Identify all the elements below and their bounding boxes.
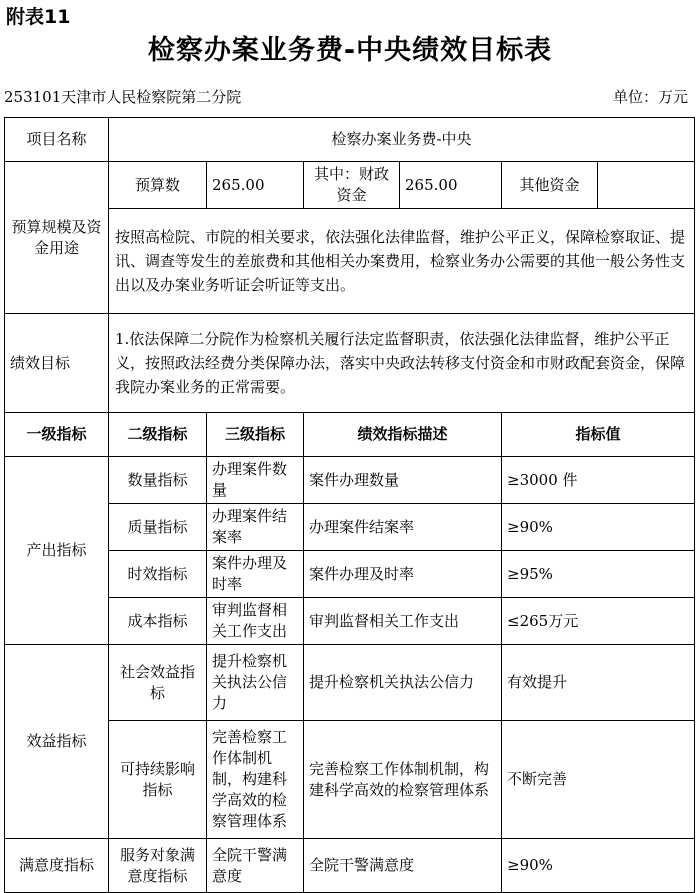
- table-row: [5, 504, 695, 551]
- level3-cell: 办理案件结案率: [207, 504, 304, 551]
- budget-amount-label: 预算数: [109, 162, 207, 209]
- appendix-label: 附表11: [6, 6, 71, 28]
- table-row: [5, 645, 695, 721]
- description-cell: 案件办理及时率: [304, 551, 502, 598]
- level2-cell: 可持续影响指标: [109, 721, 207, 839]
- header-level2: 二级指标: [109, 413, 207, 457]
- header-value: 指标值: [502, 413, 695, 457]
- header-description: 绩效指标描述: [304, 413, 502, 457]
- value-cell: 不断完善: [502, 721, 695, 839]
- table-row: [5, 551, 695, 598]
- level2-cell: 时效指标: [109, 551, 207, 598]
- project-name-value: 检察办案业务费-中央: [109, 118, 695, 162]
- level2-cell: 服务对象满意度指标: [109, 839, 207, 893]
- level2-cell: 数量指标: [109, 457, 207, 504]
- performance-goal-label: 绩效目标: [5, 314, 109, 413]
- organization-name: 253101天津市人民检察院第二分院: [4, 88, 242, 106]
- level3-cell: 完善检察工作体制机制，构建科学高效的检察管理体系: [207, 721, 304, 839]
- other-fund-label: 其他资金: [502, 162, 598, 209]
- table-row: [5, 598, 695, 645]
- fiscal-fund-value: 265.00: [400, 162, 502, 209]
- unit-label: 单位：万元: [612, 88, 688, 106]
- performance-table: [4, 117, 695, 893]
- page-title: 检察办案业务费-中央绩效目标表: [147, 35, 553, 66]
- description-cell: 案件办理数量: [304, 457, 502, 504]
- value-cell: ≥90%: [502, 504, 695, 551]
- level3-cell: 案件办理及时率: [207, 551, 304, 598]
- level2-cell: 成本指标: [109, 598, 207, 645]
- level1-satisfaction: 满意度指标: [5, 839, 109, 893]
- level2-cell: 质量指标: [109, 504, 207, 551]
- description-cell: 全院干警满意度: [304, 839, 502, 893]
- table-row: [5, 839, 695, 893]
- level3-cell: 全院干警满意度: [207, 839, 304, 893]
- header-level3: 三级指标: [207, 413, 304, 457]
- budget-scale-label: 预算规模及资金用途: [5, 162, 109, 314]
- description-cell: 提升检察机关执法公信力: [304, 645, 502, 721]
- level3-cell: 审判监督相关工作支出: [207, 598, 304, 645]
- performance-goal-text: 1.依法保障二分院作为检察机关履行法定监督职责，依法强化法律监督，维护公平正义，按照政法经费分类保障办法，落实中央政法转移支付资金和市财政配套资金，保障我院办案业务的正常需要。: [109, 314, 695, 413]
- value-cell: ≥90%: [502, 839, 695, 893]
- level3-cell: 提升检察机关执法公信力: [207, 645, 304, 721]
- table-row: [5, 457, 695, 504]
- table-row: [5, 721, 695, 839]
- level1-benefit: 效益指标: [5, 645, 109, 839]
- header-level1: 一级指标: [5, 413, 109, 457]
- level2-cell: 社会效益指标: [109, 645, 207, 721]
- level3-cell: 办理案件数量: [207, 457, 304, 504]
- project-name-label: 项目名称: [5, 118, 109, 162]
- budget-usage-text: 按照高检院、市院的相关要求，依法强化法律监督，维护公平正义，保障检察取证、提讯、调查等发生的差旅费和其他相关办案费用，检察业务办公需要的其他一般公务性支出以及办案业务听证会听证等支出。: [109, 209, 695, 314]
- description-cell: 办理案件结案率: [304, 504, 502, 551]
- fiscal-fund-label: 其中：财政资金: [304, 162, 400, 209]
- other-fund-value: [598, 162, 695, 209]
- description-cell: 审判监督相关工作支出: [304, 598, 502, 645]
- value-cell: ≥3000 件: [502, 457, 695, 504]
- value-cell: ≥95%: [502, 551, 695, 598]
- description-cell: 完善检察工作体制机制，构建科学高效的检察管理体系: [304, 721, 502, 839]
- value-cell: 有效提升: [502, 645, 695, 721]
- level1-output: 产出指标: [5, 457, 109, 645]
- value-cell: ≤265万元: [502, 598, 695, 645]
- budget-amount-value: 265.00: [207, 162, 304, 209]
